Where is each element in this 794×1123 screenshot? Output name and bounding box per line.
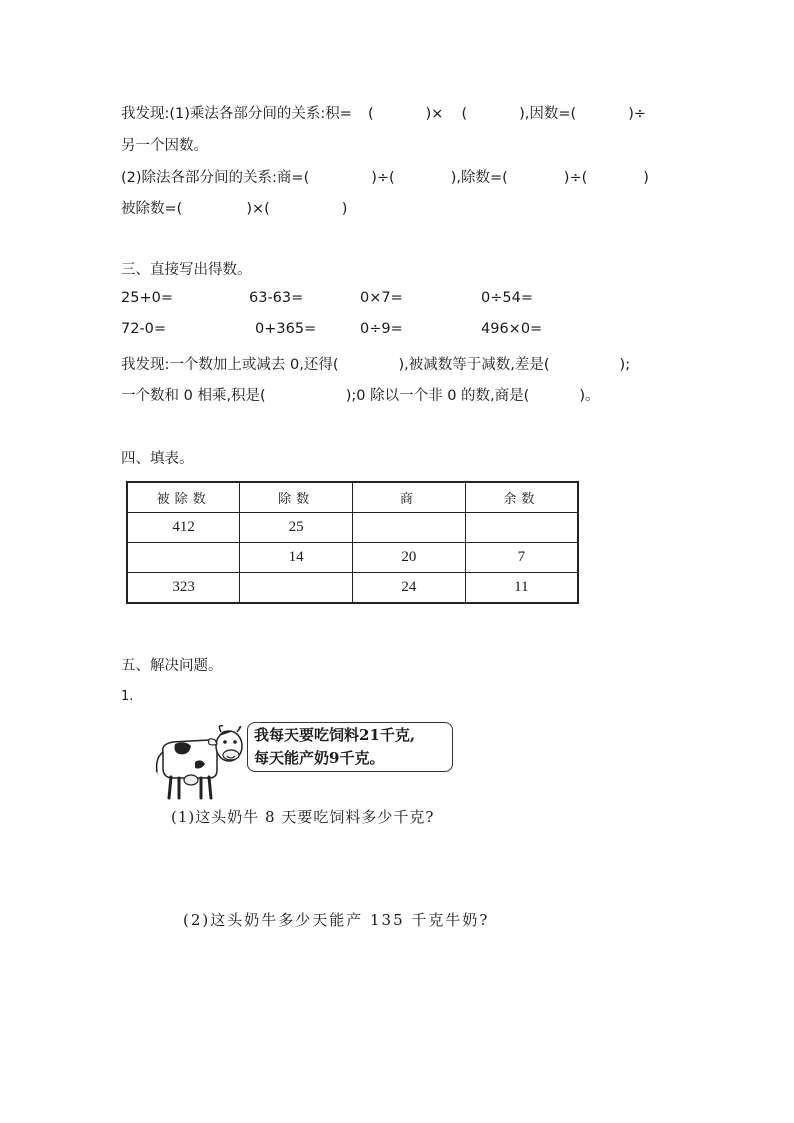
bubble-line: 每天能产奶9千克。 [254, 749, 385, 767]
table-cell: 412 [127, 513, 240, 543]
calc-expression: 0×7= [360, 290, 403, 306]
rule-text: )。 [579, 388, 600, 404]
paren-close: )× [425, 106, 444, 122]
header-divisor: 除数 [240, 482, 353, 513]
rule-text: 一个数和 0 相乘,积是( [121, 388, 266, 404]
relation-text: 我发现:(1)乘法各部分间的关系:积= [121, 106, 352, 122]
calc-expression: 0÷9= [360, 321, 403, 337]
relation-text: )÷ [628, 106, 647, 122]
table-cell-blank[interactable] [240, 573, 353, 604]
table-row [127, 543, 578, 573]
calc-expression: 72-0= [121, 321, 167, 337]
relation-text: (2)除法各部分间的关系:商=( [121, 170, 310, 186]
rule-text: ); [619, 357, 631, 373]
calc-expression: 0÷54= [481, 290, 533, 306]
division-table [126, 481, 579, 604]
paren-open: ( [367, 106, 374, 122]
section-5-title: 五、解决问题。 [121, 658, 223, 674]
header-quotient: 商 [353, 482, 466, 513]
question-1: (1)这头奶牛 8 天要吃饲料多少千克? [171, 808, 435, 826]
relation-text: ),除数=( [450, 170, 508, 186]
table-cell: 7 [465, 543, 578, 573]
relation-text: ) [643, 170, 649, 186]
calc-expression: 25+0= [121, 290, 173, 306]
table-cell: 11 [465, 573, 578, 604]
relation-multiplication-line [121, 102, 646, 123]
table-row [127, 573, 578, 604]
problem-number: 1. [121, 689, 134, 704]
rule-text: 我发现:一个数加上或减去 0,还得( [121, 357, 339, 373]
relation-text: 被除数=( [121, 201, 183, 217]
relation-text: ) [341, 201, 348, 217]
table-cell-blank[interactable] [127, 543, 240, 573]
table-header-row [127, 482, 578, 513]
table-cell-blank[interactable] [353, 513, 466, 543]
calc-expression: 0+365= [255, 321, 317, 337]
table-cell: 20 [353, 543, 466, 573]
relation-text: )×( [246, 201, 270, 217]
header-remainder: 余数 [465, 482, 578, 513]
zero-rule-line-1 [121, 353, 630, 374]
relation-text: )÷( [371, 170, 395, 186]
relation-continuation: 另一个因数。 [121, 138, 208, 154]
table-row [127, 513, 578, 543]
speech-bubble [247, 722, 453, 772]
relation-text: )÷( [563, 170, 588, 186]
relation-dividend-line [121, 197, 347, 218]
relation-division-line [121, 166, 649, 187]
table-cell: 25 [240, 513, 353, 543]
header-dividend: 被除数 [127, 482, 240, 513]
question-2: (2)这头奶牛多少天能产 135 千克牛奶? [183, 911, 490, 929]
table-cell: 14 [240, 543, 353, 573]
rule-text: ),被减数等于减数,差是( [398, 357, 550, 373]
zero-rule-line-2 [121, 384, 599, 405]
table-cell: 24 [353, 573, 466, 604]
calc-expression: 63-63= [249, 290, 304, 306]
section-3-title: 三、直接写出得数。 [121, 262, 252, 278]
rule-text: );0 除以一个非 0 的数,商是( [345, 388, 530, 404]
relation-text: ),因数=( [519, 106, 577, 122]
calc-expression: 496×0= [481, 321, 543, 337]
table-cell-blank[interactable] [465, 513, 578, 543]
cow-illustration [151, 722, 247, 802]
bubble-line: 我每天要吃饲料21千克, [254, 726, 416, 744]
section-4-title: 四、填表。 [121, 451, 194, 467]
paren-open: ( [461, 106, 468, 122]
table-cell: 323 [127, 573, 240, 604]
